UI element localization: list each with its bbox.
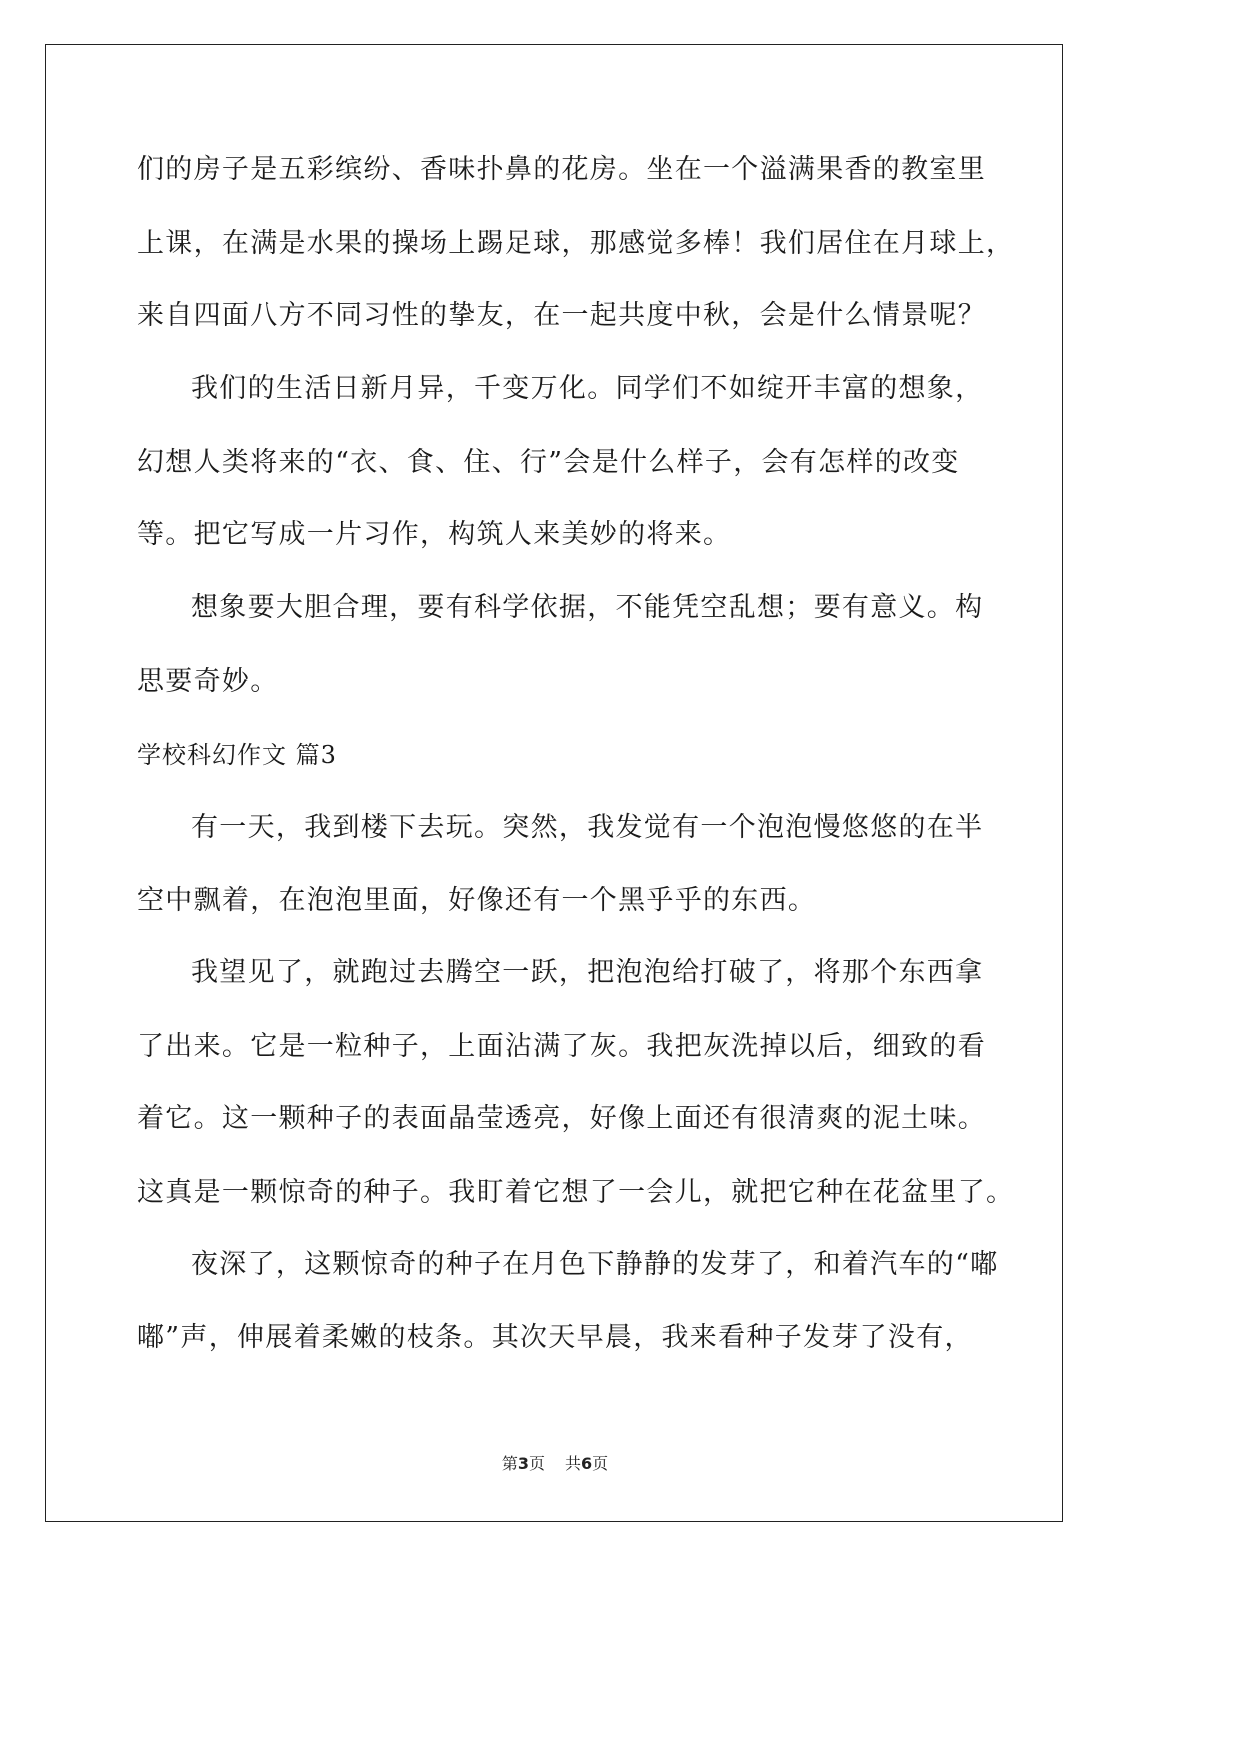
- page-prefix: 第: [501, 1454, 518, 1473]
- text-line-7: 想象要大胆合理，要有科学依据，不能凭空乱想；要有意义。构: [191, 592, 984, 623]
- text-line-3: 来自四面八方不同习性的挚友，在一起共度中秋，会是什么情景呢？: [137, 300, 986, 331]
- page-current: 3: [517, 1454, 529, 1473]
- text-line-15: 这真是一颗惊奇的种子。我盯着它想了一会儿，就把它种在花盆里了。: [137, 1177, 1015, 1208]
- text-line-12: 我望见了，就跑过去腾空一跃，把泡泡给打破了，将那个东西拿: [191, 957, 984, 988]
- text-line-14: 着它。这一颗种子的表面晶莹透亮，好像上面还有很清爽的泥土味。: [137, 1103, 986, 1134]
- page-suffix: 页: [528, 1454, 545, 1473]
- text-line-1: 们的房子是五彩缤纷、香味扑鼻的花房。坐在一个溢满果香的教室里: [137, 154, 986, 185]
- text-line-8: 思要奇妙。: [137, 666, 279, 697]
- total-prefix: 共: [565, 1454, 582, 1473]
- text-line-10: 有一天，我到楼下去玩。突然，我发觉有一个泡泡慢悠悠的在半: [191, 812, 984, 843]
- text-line-17: 嘟”声，伸展着柔嫩的枝条。其次天早晨，我来看种子发芽了没有，: [137, 1322, 973, 1353]
- text-line-6: 等。把它写成一片习作，构筑人来美妙的将来。: [137, 519, 732, 550]
- text-line-2: 上课，在满是水果的操场上踢足球，那感觉多棒！我们居住在月球上，: [137, 228, 1015, 259]
- total-suffix: 页: [592, 1454, 609, 1473]
- text-line-11: 空中飘着，在泡泡里面，好像还有一个黑乎乎的东西。: [137, 885, 817, 916]
- text-line-16: 夜深了，这颗惊奇的种子在月色下静静的发芽了，和着汽车的“嘟: [191, 1249, 999, 1280]
- page-border: [45, 44, 1063, 1522]
- page-total: 6: [581, 1454, 593, 1473]
- text-line-5: 幻想人类将来的“衣、食、住、行”会是什么样子，会有怎样的改变: [137, 447, 960, 478]
- text-line-4: 我们的生活日新月异，千变万化。同学们不如绽开丰富的想象，: [191, 373, 984, 404]
- section-heading: 学校科幻作文 篇3: [137, 741, 337, 769]
- text-line-13: 了出来。它是一粒种子，上面沾满了灰。我把灰洗掉以后，细致的看: [137, 1031, 986, 1062]
- page-footer: [0, 1453, 1110, 1475]
